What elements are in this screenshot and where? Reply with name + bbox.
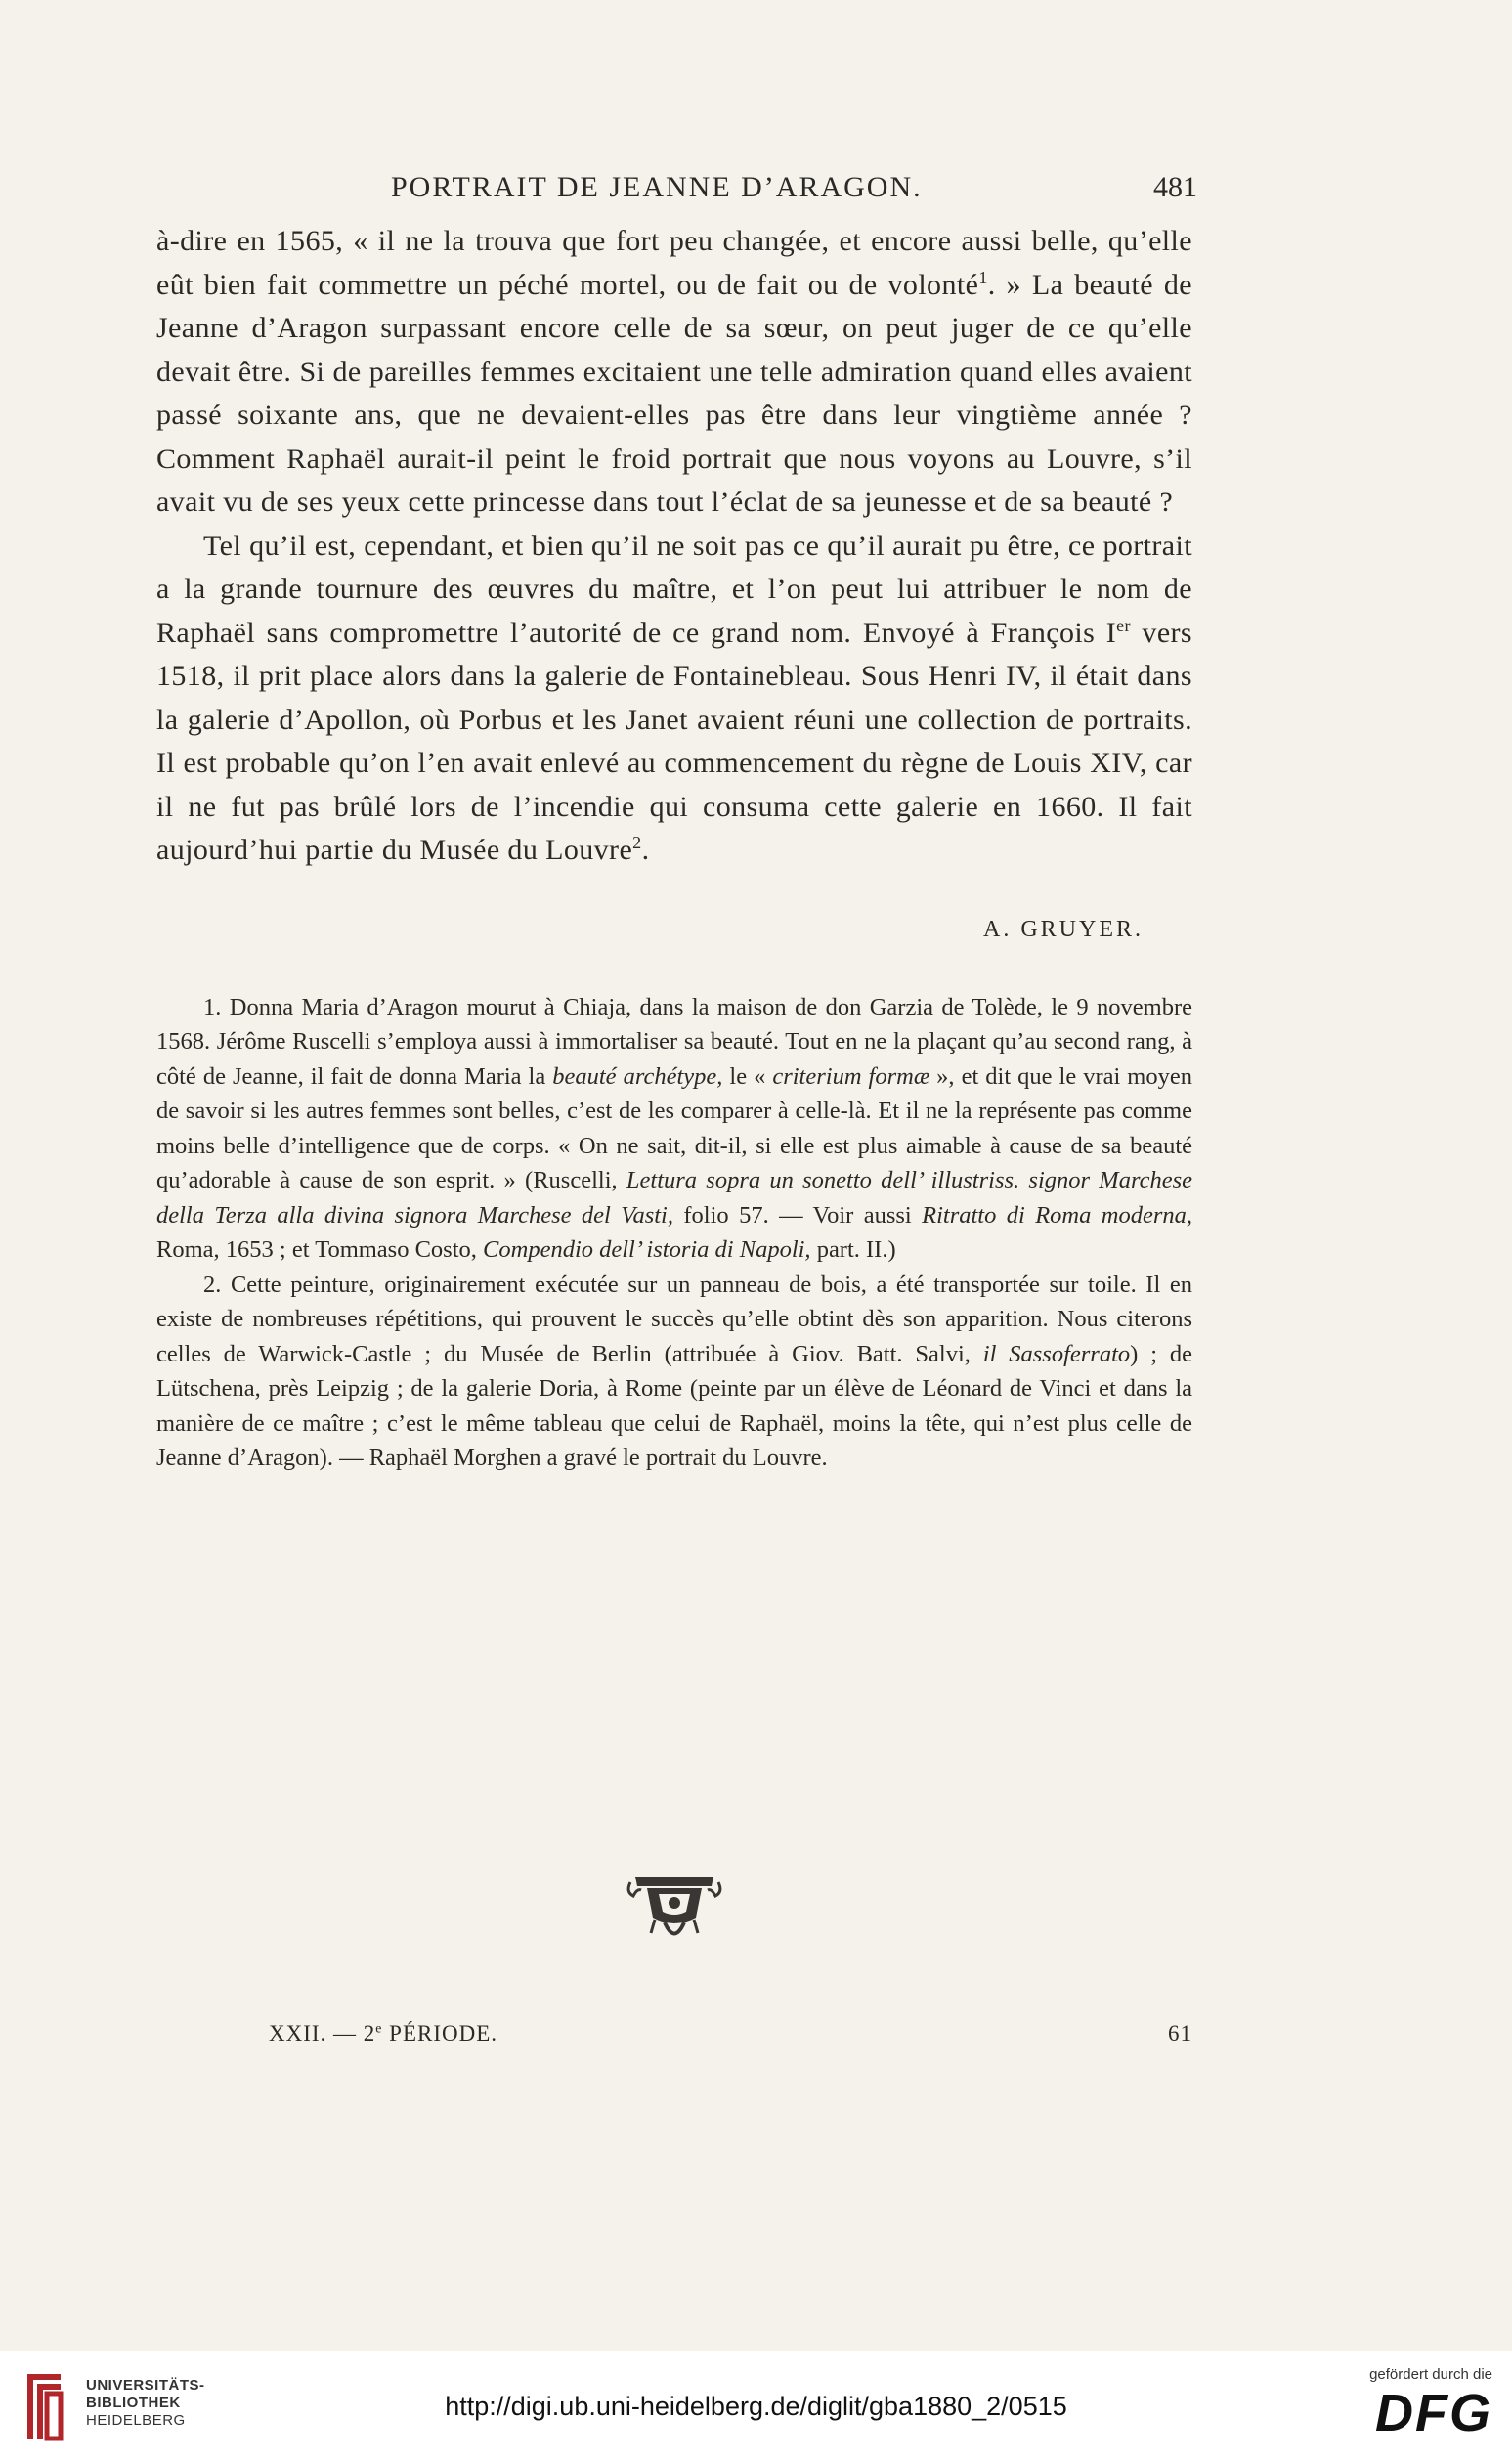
period-superscript: e [375,2020,383,2036]
dfg-funding[interactable] [1346,2366,1492,2443]
period-label: PÉRIODE. [382,2021,498,2046]
digitization-footer [0,2351,1512,2462]
footnote-1-text: », et dit que le vrai moyen de savoir si les autres femmes sont belles, c’est de les comparer à celle-là. Et il ne la représente pas comme moins belle d’intelligence que de corps. « On ne sait, dit-il, si elle est plus aimable à cause de sa beauté qu’adorable à cause de son esprit. » (Ruscelli, [156,1062,1192,1193]
author-signature: A. GRUYER. [982,916,1144,942]
footnote-1-text: folio 57. — Voir aussi [673,1201,923,1229]
page-content [156,171,1197,1476]
paragraph-2-text-b: vers 1518, il prit place alors dans la galerie de Fontainebleau. Sous Henri IV, il était dans la galerie d’Apollon, où Porbus et les Janet avaient réuni une collection de portraits. Il est probable qu’on l’en avait enlevé au commencement du règne de Louis XIV, car il ne fut pas brûlé lors de l’incendie qui consuma cette galerie en 1660. Il fait aujourd’hui partie du Musée du Louvre [156,616,1192,866]
running-header [156,171,1197,220]
permalink-url[interactable]: http://digi.ub.uni-heidelberg.de/diglit/gba1880_2/0515 [445,2392,1067,2421]
footnote-1-text: le « [722,1062,773,1090]
footnote-ref-2: 2 [632,833,642,852]
ornament-icon [626,1869,723,1947]
signature-footer [269,2021,1192,2054]
volume-label: XXII. — 2 [269,2021,376,2046]
footnote-2-text: ) ; de Lütschena, près Leipzig ; de la galerie Doria, à Rome (peinte par un élève de Léonard de Vinci et dans la manière de ce maître ; c’est le même tableau que celui de Raphaël, moins la tête, qui n’est plus celle de Jeanne d’Aragon). — Raphaël Morghen a gravé le portrait du Louvre. [156,1340,1192,1471]
footnote-1-text: 1. Donna Maria d’Aragon mourut à Chiaja, dans la maison de don Garzia de Tolède, le 9 novembre 1568. Jérôme Ruscelli s’employa aussi à immortaliser sa beauté. Tout en ne la plaçant qu’au second rang, à côté de Jeanne, il fait de donna Maria la [156,993,1192,1090]
sheet-number: 61 [1168,2021,1192,2046]
paragraph-1-text-b: . » La beauté de Jeanne d’Aragon surpassant encore celle de sa sœur, on peut juger de ce qu’elle devait être. Si de pareilles femmes excitaient une telle admiration quand elles avaient passé soixante ans, que ne devaient-elles pas être dans leur vingtième année ? Comment Raphaël aurait-il peint le froid portrait que nous voyons au Louvre, s’il avait vu de ses yeux cette princesse dans tout l’éclat de sa jeunesse et de sa beauté ? [156,268,1192,518]
dfg-logo: DFG [1375,2384,1492,2442]
footnote-ref-1: 1 [978,267,988,287]
paragraph-2-text-a: Tel qu’il est, cependant, et bien qu’il ne soit pas ce qu’il aurait pu être, ce portrait a la grande tournure des œuvres du maître, et l’on peut lui attribuer le nom de Raphaël sans compromettre l’autorité de ce grand nom. Envoyé à François I [156,529,1192,649]
footnote-1-text: Roma, 1653 ; et Tommaso Costo, [156,1236,484,1263]
running-title: PORTRAIT DE JEANNE D’ARAGON. [391,171,923,203]
paragraph-1 [156,220,1192,525]
footnote-1-italic: Lettura sopra un sonetto dell’ illustriss. signor Marchese della Terza alla divina signora Marchese del Vasti, [156,1167,1192,1229]
footnote-1-italic: beauté archétype, [552,1062,723,1090]
paragraph-1-text-a: à-dire en 1565, « il ne la trouva que fort peu changée, et encore aussi belle, qu’elle eût bien fait commettre un péché mortel, ou de fait ou de volonté [156,225,1192,301]
footnote-2-italic: il Sassoferrato [982,1340,1131,1367]
library-name-line: HEIDELBERG [86,2412,186,2429]
volume-period [269,2021,497,2047]
page-number: 481 [1153,171,1197,203]
paragraph-2 [156,525,1192,873]
library-name-line: BIBLIOTHEK [86,2395,181,2411]
footnote-1-text: part. II.) [810,1236,896,1263]
footnote-2-text: 2. Cette peinture, originairement exécutée sur un panneau de bois, a été transportée sur toile. Il en existe de nombreuses répétitions, qui prouvent le succès qu’elle obtint dès son apparition. Nous citerons celles de Warwick-Castle ; du Musée de Berlin (attribuée à Giov. Batt. Salvi, [156,1271,1192,1367]
footnote-1-italic: criterium formæ [772,1062,930,1090]
footnote-1-italic: Ritratto di Roma moderna, [922,1201,1192,1229]
footnote-2 [156,1268,1192,1476]
main-text [156,220,1192,873]
footnote-1-italic: Compendio dell’ istoria di Napoli, [483,1236,811,1263]
library-name-line: UNIVERSITÄTS- [86,2377,205,2394]
funding-caption: gefördert durch die [1369,2366,1492,2383]
paragraph-2-text-c: . [641,834,650,866]
footnotes [156,990,1192,1476]
superscript-er: er [1116,615,1131,635]
footnote-1 [156,990,1192,1268]
